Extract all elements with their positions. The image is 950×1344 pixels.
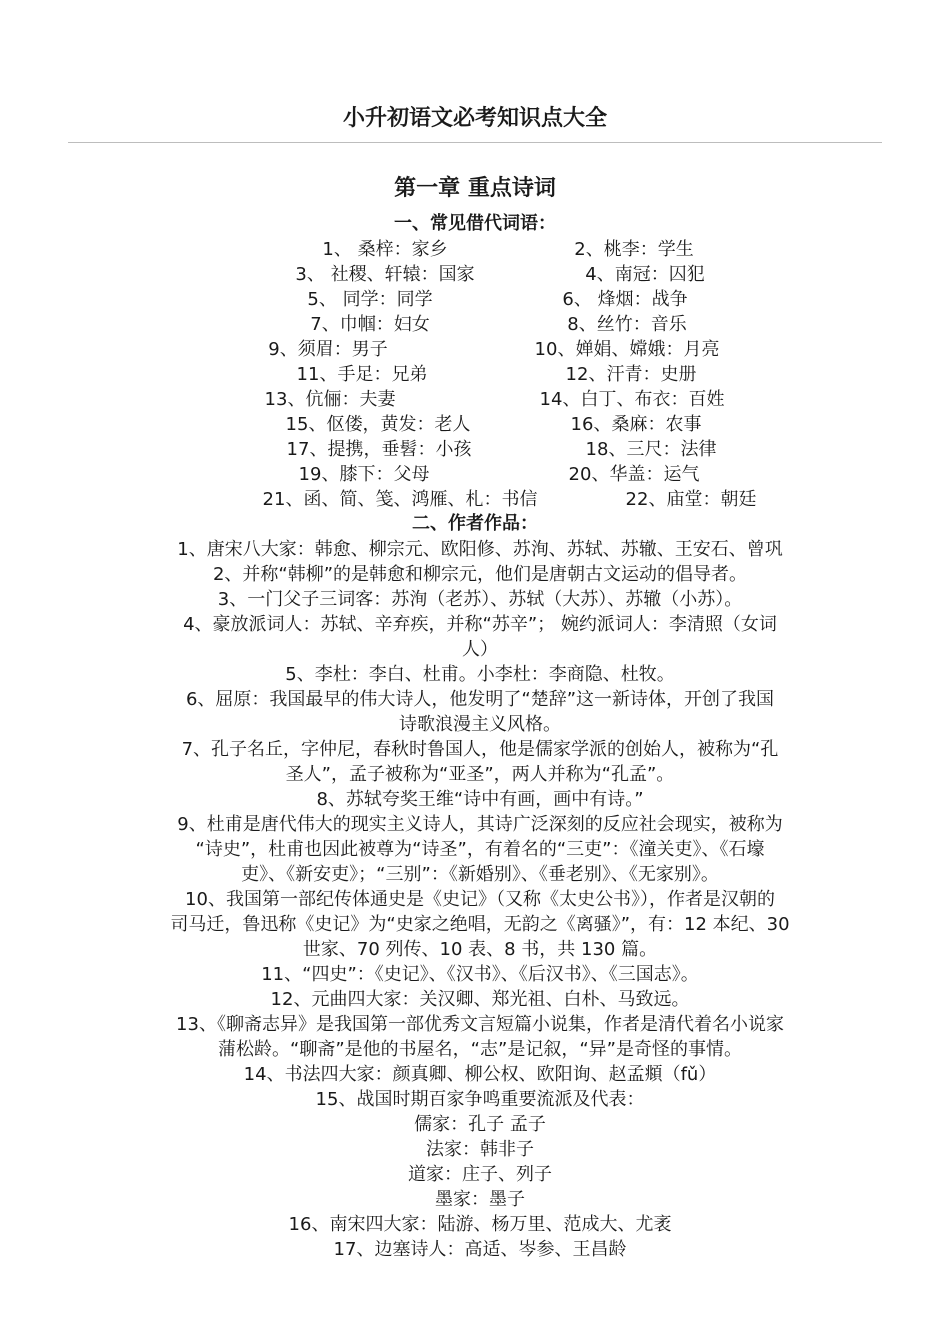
borrowed-word-row xyxy=(0,487,950,512)
work-line: 墨家：墨子 xyxy=(435,1189,525,1210)
borrowed-word-row xyxy=(0,362,950,387)
work-line: “诗史”，杜甫也因此被尊为“诗圣”，有着名的“三吏”：《潼关吏》、《石壕 xyxy=(195,839,765,860)
borrowed-word-right: 12、汗青：史册 xyxy=(565,364,697,385)
work-line: 12、元曲四大家：关汉卿、郑光祖、白朴、马致远。 xyxy=(270,989,690,1010)
work-line: 8、苏轼夸奖王维“诗中有画，画中有诗。” xyxy=(316,789,644,810)
title-divider xyxy=(68,142,882,143)
borrowed-word-row xyxy=(0,337,950,362)
borrowed-word-row xyxy=(0,387,950,412)
work-line: 道家：庄子、列子 xyxy=(408,1164,552,1185)
page-title: 小升初语文必考知识点大全 xyxy=(342,106,607,131)
work-line: 17、边塞诗人：高适、岑参、王昌龄 xyxy=(333,1239,627,1260)
borrowed-word-left: 1、 桑梓：家乡 xyxy=(322,239,448,260)
chapter-heading: 第一章 重点诗词 xyxy=(394,176,556,201)
work-line: 1、唐宋八大家：韩愈、柳宗元、欧阳修、苏洵、苏轼、苏辙、王安石、曾巩 xyxy=(177,539,783,560)
borrowed-word-left: 7、巾帼：妇女 xyxy=(310,314,430,335)
borrowed-word-right: 22、庙堂：朝廷 xyxy=(625,489,757,510)
authors-works-list xyxy=(80,537,880,1262)
work-line: 15、战国时期百家争鸣重要流派及代表： xyxy=(315,1089,645,1110)
borrowed-word-right: 20、华盖：运气 xyxy=(568,464,700,485)
work-line: 5、李杜：李白、杜甫。小李杜：李商隐、杜牧。 xyxy=(285,664,675,685)
work-line: 人） xyxy=(462,639,498,660)
work-line: 世家、70 列传、10 表、8 书，共 130 篇。 xyxy=(302,939,658,960)
borrowed-word-left: 15、伛偻，黄发：老人 xyxy=(285,414,471,435)
borrowed-word-row xyxy=(0,312,950,337)
work-line: 3、一门父子三词客：苏洵（老苏）、苏轼（大苏）、苏辙（小苏）。 xyxy=(217,589,743,610)
borrowed-word-left: 9、须眉：男子 xyxy=(268,339,388,360)
borrowed-word-left: 21、函、简、笺、鸿雁、札：书信 xyxy=(262,489,538,510)
work-line: 司马迁，鲁迅称《史记》为“史家之绝唱，无韵之《离骚》”，有：12 本纪、30 xyxy=(170,914,790,935)
work-line: 4、豪放派词人：苏轼、辛弃疾，并称“苏辛”； 婉约派词人：李清照（女词 xyxy=(183,614,777,635)
section-heading-authors-works: 二、作者作品： xyxy=(412,513,538,534)
work-line: 10、我国第一部纪传体通史是《史记》（又称《太史公书》），作者是汉朝的 xyxy=(185,889,775,910)
borrowed-word-right: 16、桑麻：农事 xyxy=(570,414,702,435)
work-line: 6、屈原：我国最早的伟大诗人，他发明了“楚辞”这一新诗体，开创了我国 xyxy=(185,689,775,710)
borrowed-word-right: 8、丝竹：音乐 xyxy=(567,314,687,335)
work-line: 蒲松龄。“聊斋”是他的书屋名，“志”是记叙，“异”是奇怪的事情。 xyxy=(218,1039,742,1060)
borrowed-word-right: 14、白丁、布衣：百姓 xyxy=(539,389,725,410)
borrowed-word-row xyxy=(0,287,950,312)
work-line: 圣人”，孟子被称为“亚圣”，两人并称为“孔孟”。 xyxy=(285,764,675,785)
borrowed-word-right: 6、 烽烟：战争 xyxy=(562,289,688,310)
work-line: 16、南宋四大家：陆游、杨万里、范成大、尤袤 xyxy=(288,1214,672,1235)
work-line: 诗歌浪漫主义风格。 xyxy=(399,714,561,735)
work-line: 13、《聊斋志异》是我国第一部优秀文言短篇小说集，作者是清代着名小说家 xyxy=(176,1014,784,1035)
work-line: 2、并称“韩柳”的是韩愈和柳宗元，他们是唐朝古文运动的倡导者。 xyxy=(212,564,748,585)
work-line: 9、杜甫是唐代伟大的现实主义诗人，其诗广泛深刻的反应社会现实，被称为 xyxy=(177,814,783,835)
borrowed-word-left: 17、提携，垂髫：小孩 xyxy=(286,439,472,460)
borrowed-word-left: 3、 社稷、轩辕：国家 xyxy=(295,264,475,285)
work-line: 法家：韩非子 xyxy=(426,1139,534,1160)
borrowed-word-row xyxy=(0,462,950,487)
borrowed-word-row xyxy=(0,262,950,287)
borrowed-word-right: 10、婵娟、嫦娥：月亮 xyxy=(534,339,720,360)
section-heading-borrowed-words: 一、常见借代词语： xyxy=(394,213,556,234)
borrowed-word-right: 18、三尺：法律 xyxy=(585,439,717,460)
borrowed-word-row xyxy=(0,412,950,437)
borrowed-word-left: 5、 同学：同学 xyxy=(307,289,433,310)
borrowed-word-left: 19、膝下：父母 xyxy=(298,464,430,485)
work-line: 吏》、《新安吏》；“三别”：《新婚别》、《垂老别》、《无家别》。 xyxy=(241,864,719,885)
borrowed-word-left: 11、手足：兄弟 xyxy=(296,364,428,385)
borrowed-word-left: 13、伉俪：夫妻 xyxy=(264,389,396,410)
borrowed-word-right: 4、南冠：囚犯 xyxy=(585,264,705,285)
borrowed-word-row xyxy=(0,437,950,462)
work-line: 7、孔子名丘，字仲尼，春秋时鲁国人，他是儒家学派的创始人，被称为“孔 xyxy=(181,739,779,760)
work-line: 儒家：孔子 孟子 xyxy=(414,1114,546,1135)
borrowed-word-row xyxy=(0,237,950,262)
borrowed-words-list xyxy=(0,237,950,512)
borrowed-word-right: 2、桃李：学生 xyxy=(574,239,694,260)
work-line: 11、“四史”：《史记》、《汉书》、《后汉书》、《三国志》。 xyxy=(261,964,699,985)
work-line: 14、书法四大家：颜真卿、柳公权、欧阳询、赵孟頫（fǔ） xyxy=(243,1064,717,1085)
